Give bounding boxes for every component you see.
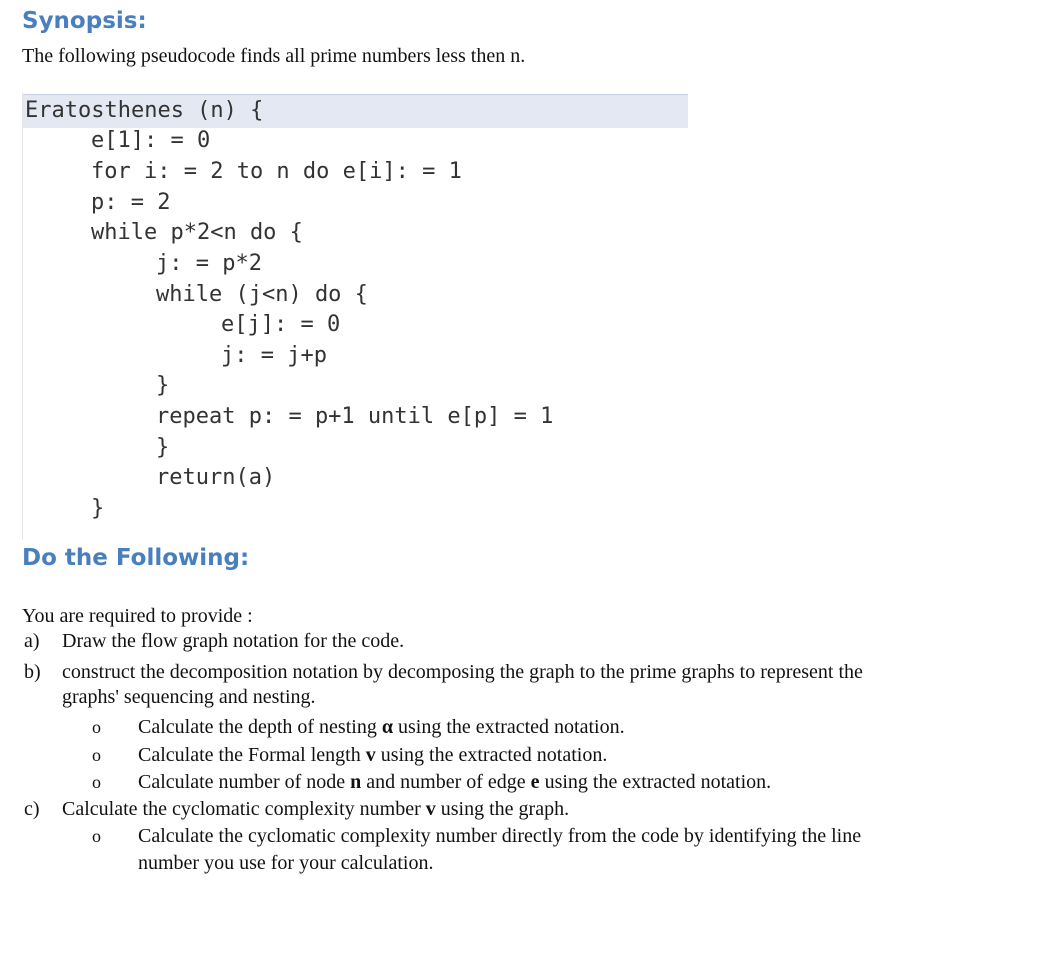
task-marker: b) (24, 661, 41, 683)
code-line: Eratosthenes (n) { (25, 98, 264, 123)
task-marker: a) (24, 630, 40, 652)
bullet: o (92, 826, 101, 846)
task-a (24, 629, 404, 653)
code-line: while p*2<n do { (91, 220, 303, 245)
task-text: Calculate the cyclomatic complexity number v using the graph. (62, 798, 570, 820)
code-line: for i: = 2 to n do e[i]: = 1 (91, 159, 462, 184)
code-line: } (91, 496, 105, 521)
bullet: o (92, 745, 101, 765)
code-line: } (156, 435, 170, 460)
code-line: p: = 2 (91, 190, 171, 215)
task-text: Draw the flow graph notation for the code. (62, 630, 405, 652)
synopsis-heading: Synopsis: (22, 8, 147, 34)
subitem-text: Calculate number of node n and number of edge e using the extracted notation. (138, 771, 772, 793)
task-c-subitem-1-continuation: number you use for your calculation. (138, 852, 434, 874)
task-c (24, 797, 569, 821)
bullet: o (92, 717, 101, 737)
subitem-text: Calculate the depth of nesting α using the extracted notation. (138, 716, 625, 738)
subitem-text: Calculate the cyclomatic complexity number directly from the code by identifying the line (138, 825, 862, 847)
code-line: repeat p: = p+1 until e[p] = 1 (156, 404, 554, 429)
code-line: return(a) (156, 465, 276, 490)
task-b-continuation: graphs' sequencing and nesting. (62, 686, 316, 708)
code-line: j: = p*2 (156, 251, 262, 276)
bullet: o (92, 772, 101, 792)
task-text: construct the decomposition notation by decomposing the graph to the prime graphs to represent the (62, 661, 863, 683)
code-line: e[j]: = 0 (221, 312, 341, 337)
task-marker: c) (24, 798, 40, 820)
synopsis-text: The following pseudocode finds all prime numbers less then n. (22, 45, 526, 67)
tasks-intro: You are required to provide : (22, 605, 253, 627)
code-line: e[1]: = 0 (91, 128, 211, 153)
subitem-text: Calculate the Formal length v using the extracted notation. (138, 744, 608, 766)
code-line: j: = j+p (221, 343, 327, 368)
tasks-heading: Do the Following: (22, 545, 250, 571)
task-b (24, 660, 863, 684)
code-line: } (156, 373, 170, 398)
pseudocode-block (22, 92, 688, 540)
code-line: while (j<n) do { (156, 282, 368, 307)
